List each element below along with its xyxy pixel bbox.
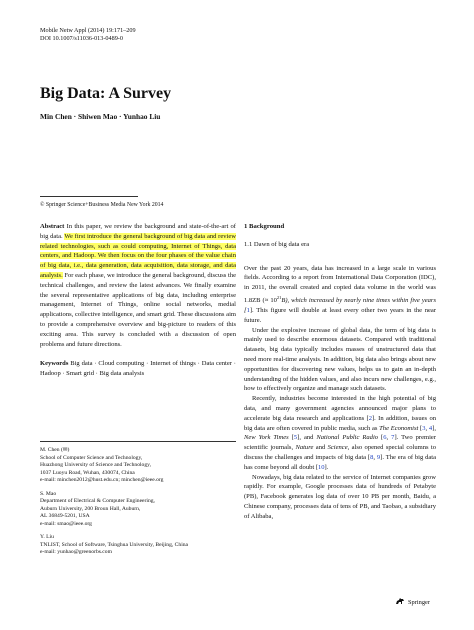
copyright: © Springer Science+Business Media New York 2014 [40, 202, 164, 208]
text: ], [432, 424, 436, 432]
left-column [40, 222, 236, 379]
text: , also opened special columns to discuss the challenges and impacts of big data [ [244, 444, 437, 461]
citation-link[interactable]: 9 [376, 453, 381, 461]
text: and [313, 444, 328, 452]
abstract-intro: In this paper, we review the background and state-of-the-art of big data. [40, 223, 236, 240]
divider [40, 196, 138, 197]
doi: DOI 10.1007/s11036-013-0489-0 [40, 35, 123, 42]
citation-link[interactable]: 4 [428, 424, 433, 432]
affiliation-name: M. Chen (✉) [40, 447, 70, 453]
affiliation-name: S. Mao [40, 490, 57, 497]
authors: Min Chen · Shiwen Mao · Yunhao Liu [40, 112, 161, 121]
keywords-text: Big data · Cloud computing · Internet of things · Data center · Hadoop · Smart grid · Big data analysis [40, 360, 236, 378]
text: ]. In addition, issues on big data are often covered in public media, such as [244, 414, 436, 432]
affiliation-divider [40, 441, 236, 442]
abstract-rest: For each phase, we introduce the general background, discuss the technical challenges, and review the latest advances. We finally examine the several representative applications of big data, including enterprise management, Internet of Things, online social networks, medial applications, collective intelligence, and smart grid. These discussions aim to provide a comprehensive overview and big-picture to readers of this exciting area. This survey is concluded with a discussion of open problems and future directions. [40, 271, 236, 348]
citation-link[interactable]: 2 [368, 414, 372, 422]
affiliation-line: School of Computer Science and Technology, [40, 454, 143, 461]
right-column [244, 222, 436, 521]
abstract-label: Abstract [40, 223, 65, 230]
text: [ [418, 424, 423, 432]
publication-name: Science [327, 444, 348, 452]
affiliation-chen [40, 447, 236, 485]
text: ]. This figure will double at least every other two years in the near future. [244, 306, 436, 324]
citation-link[interactable]: 3 [422, 424, 426, 432]
citation-link[interactable]: 6 [383, 434, 387, 442]
text: ]. The era of big data has come beyond all doubt [ [244, 453, 437, 471]
citation-link[interactable]: 1 [246, 306, 250, 314]
publication-name: Nature [295, 444, 314, 452]
paper-title: Big Data: A Survey [40, 85, 172, 102]
text: , [386, 434, 392, 442]
text: , [425, 424, 429, 432]
abstract-highlight: We first introduce the general background of big data and review related technologies, such as could computing, Internet of Things, data centers, and Hadoop. We then focus on the four phases of the value chain of big data, i.e., data generation, data acquisition, data storage, and data analysis. [40, 232, 236, 279]
text: ]. [324, 463, 329, 471]
journal-header [40, 27, 136, 43]
affiliation-line: Auburn University, 200 Broun Hall, Auburn, [40, 505, 141, 512]
text: Over the past 20 years, data has increased in a large scale in various fields. According to a report from International Data Corporation (IDC), in 2011, the overall created and copied data volume in the world was 1.8ZB (≈ 10 [244, 264, 436, 305]
publisher-name: Springer [408, 598, 431, 606]
citation-link[interactable]: 10 [318, 463, 325, 471]
paragraph-3 [244, 394, 436, 472]
subsection-heading: 1.1 Dawn of big data era [244, 240, 310, 248]
affiliation-email[interactable]: e-mail: minchen2012@hust.edu.cn; minchen@ieee.org [40, 477, 164, 483]
affiliation-line: Huazhong University of Science and Technology, [40, 462, 151, 468]
affiliations [40, 447, 236, 563]
affiliation-line: 1037 Luoyu Road, Wuhan, 430074, China [40, 469, 135, 476]
text: B), which increased by nearly nine times within five years [ [244, 297, 436, 314]
text: , [373, 453, 377, 461]
text: ]. Two premier scientific journals, [244, 434, 437, 452]
abstract [40, 222, 236, 349]
paragraph-2: Under the explosive increase of global data, the term of big data is mainly used to describe enormous datasets. Compared with traditional datasets, big data typically includes masses of unstructured data that need more real-time analysis. In addition, big data also brings about new opportunities for discovering new values, helps us to gain an in-depth understanding of the hidden values, and also incurs new challenges, e.g., how to effectively organize and manage such datasets. [244, 326, 436, 393]
affiliation-email[interactable]: e-mail: yunhao@greenorbs.com [40, 549, 112, 555]
keywords-label: Keywords [40, 360, 69, 368]
publication-name: New York Times [244, 434, 289, 442]
publication-name: The Economist [379, 424, 419, 432]
journal-citation: Mobile Netw Appl (2014) 19:171–209 [40, 27, 136, 34]
paragraph-4: Nowadays, big data related to the service of Internet companies grow rapidly. For example, Google processes data of hundreds of Petabyte (PB), Facebook generates log data of over 10 PB per month, Baidu, a Chinese company, processes data of tens of PB, and Taobao, a subsidiary of Alibaba, [244, 473, 436, 520]
keywords [40, 359, 236, 379]
superscript: 21 [276, 294, 282, 300]
publication-name: National Public Radio [316, 434, 379, 442]
affiliation-line: Department of Electrical & Computer Engineering, [40, 498, 155, 504]
citation-link[interactable]: 7 [391, 434, 395, 442]
text: [ [378, 434, 384, 442]
citation-link[interactable]: 5 [293, 434, 298, 442]
affiliation-line: TNLIST, School of Software, Tsinghua University, Beijing, China [40, 541, 189, 548]
text: ], and [297, 434, 317, 442]
text: Recently, industries become interested in the high potential of big data, and many government agencies announced major plans to accelerate big data research and applications [ [244, 395, 436, 422]
affiliation-email[interactable]: e-mail: smao@ieee.org [40, 520, 92, 527]
publisher-logo [395, 597, 430, 607]
affiliation-name: Y. Liu [40, 534, 54, 540]
affiliation-line: AL 36849-5201, USA [40, 513, 90, 519]
text: [ [288, 434, 294, 442]
affiliation-mao [40, 491, 236, 529]
citation-link[interactable]: 8 [370, 453, 374, 461]
section-heading: 1 Background [244, 223, 285, 230]
paragraph-1 [244, 264, 436, 326]
affiliation-liu [40, 534, 236, 557]
springer-horse-icon [395, 597, 405, 607]
